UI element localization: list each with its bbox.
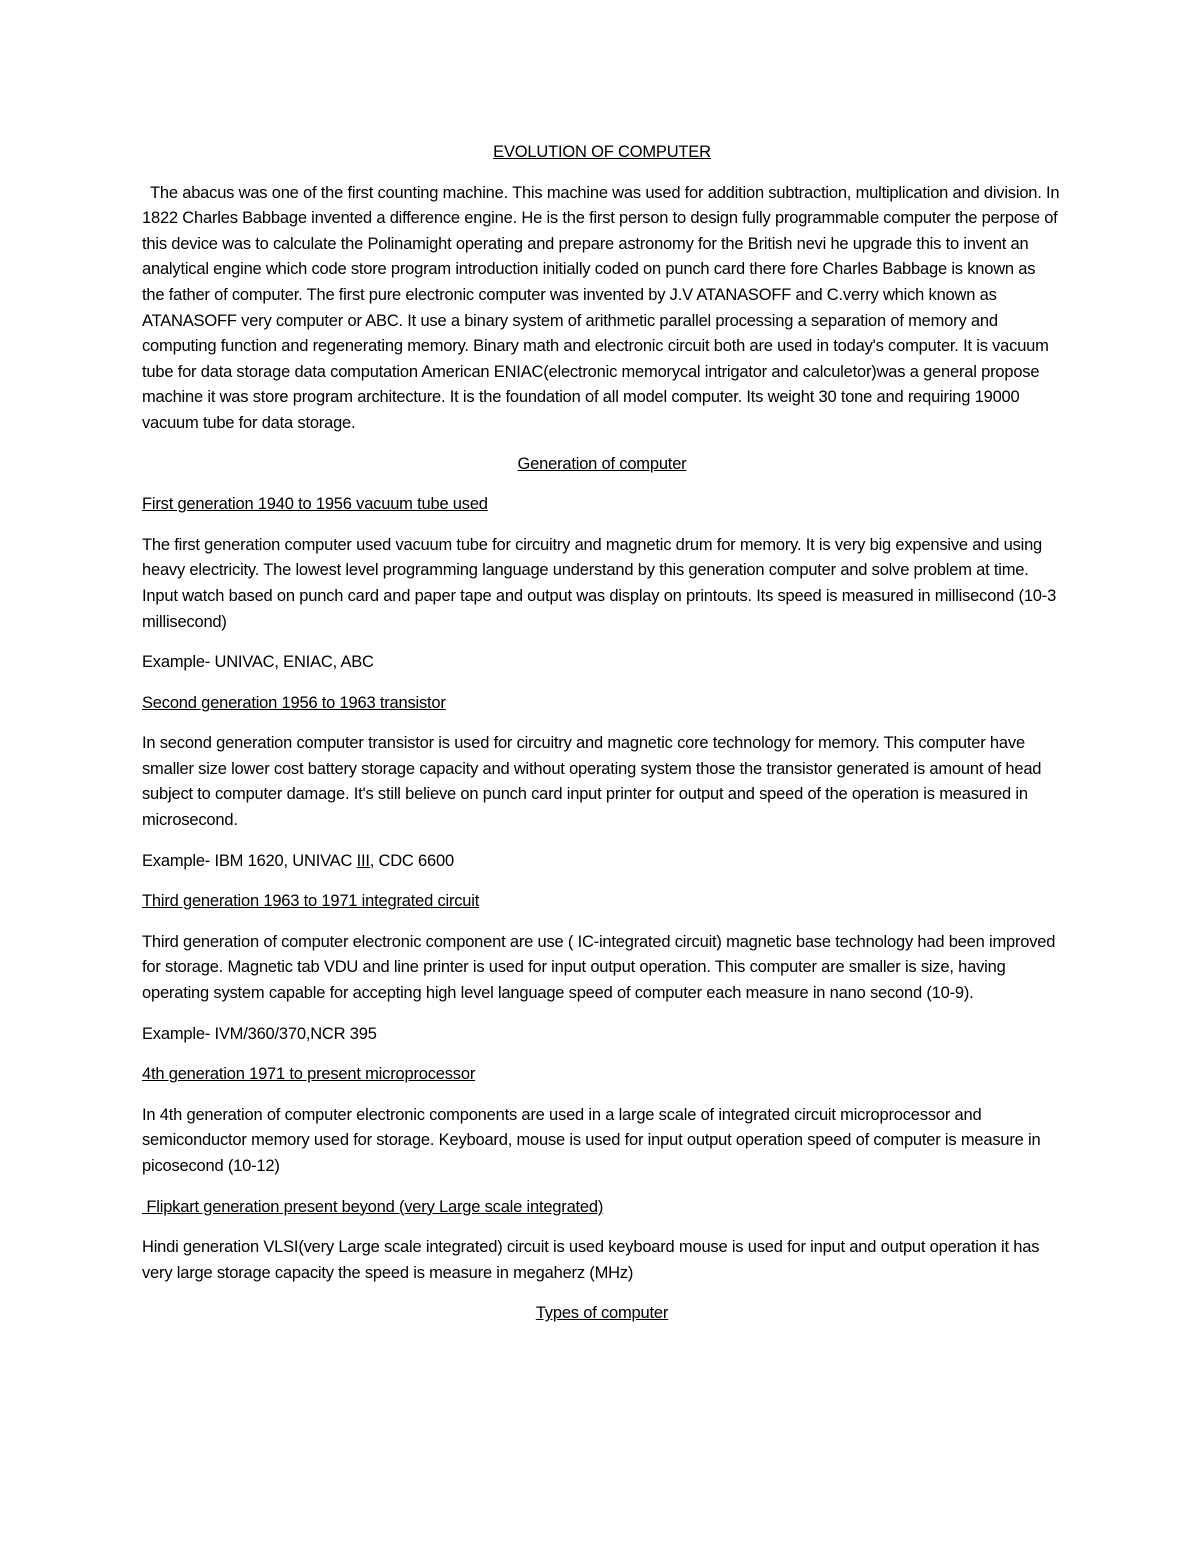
types-section-title: Types of computer	[535, 1304, 669, 1323]
second-example-underlined: III	[356, 851, 370, 870]
second-generation-example	[142, 849, 1062, 875]
intro-paragraph: The abacus was one of the first counting machine. This machine was used for addition subtraction, multiplication and division. In 1822 Charles Babbage invented a difference engine. He is the first person to design fully programmable computer the perpose of this device was to calculate the Polinamight operating and prepare astronomy for the British nevi he upgrade this to invent an analytical engine which code store program introduction initially coded on punch card there fore Charles Babbage is known as the father of computer. The first pure electronic computer was invented by J.V ATANASOFF and C.verry which known as ATANASOFF very computer or ABC. It use a binary system of arithmetic parallel processing a separation of memory and computing function and regenerating memory. Binary math and electronic circuit both are used in today's computer. It is vacuum tube for data storage data computation American ENIAC(electronic memorycal intrigator and calculetor)was a general propose machine it was store program architecture. It is the foundation of all model computer. Its weight 30 tone and requiring 19000 vacuum tube for data storage.	[142, 183, 1060, 432]
first-generation-body: The first generation computer used vacuum tube for circuitry and magnetic drum for memory. It is very big expensive and using heavy electricity. The lowest level programming language understand by this generation computer and solve problem at time. Input watch based on punch card and paper tape and output was display on printouts. Its speed is measured in millisecond (10-3 millisecond)	[142, 535, 1057, 631]
second-generation-body: In second generation computer transistor is used for circuitry and magnetic core technology for memory. This computer have smaller size lower cost battery storage capacity and without operating system those the transistor generated is amount of head subject to computer damage. It's still believe on punch card input printer for output and speed of the operation is measured in microsecond.	[142, 734, 1042, 830]
first-generation-example: Example- UNIVAC, ENIAC, ABC	[142, 653, 374, 672]
third-generation-heading: Third generation 1963 to 1971 integrated circuit	[142, 892, 480, 911]
fourth-generation-heading: 4th generation 1971 to present microprocessor	[142, 1065, 476, 1084]
second-generation-heading: Second generation 1956 to 1963 transistor	[142, 693, 446, 712]
third-generation-example: Example- IVM/360/370,NCR 395	[142, 1024, 377, 1043]
fifth-generation-body: Hindi generation VLSI(very Large scale integrated) circuit is used keyboard mouse is used for input and output operation it has very large storage capacity the speed is measure in megaherz (MHz)	[142, 1238, 1040, 1282]
document-title: EVOLUTION OF COMPUTER	[493, 143, 711, 161]
second-example-prefix: Example- IBM 1620, UNIVAC	[142, 851, 357, 870]
document-content	[142, 140, 1062, 1342]
fifth-generation-heading: Flipkart generation present beyond (very Large scale integrated)	[142, 1197, 604, 1216]
third-generation-body: Third generation of computer electronic component are use ( IC-integrated circuit) magnetic base technology had been improved for storage. Magnetic tab VDU and line printer is used for input output operation. This computer are smaller is size, having operating system capable for accepting high level language speed of computer each measure in nano second (10-9).	[142, 932, 1056, 1003]
fourth-generation-body: In 4th generation of computer electronic components are used in a large scale of integrated circuit microprocessor and semiconductor memory used for storage. Keyboard, mouse is used for input output operation speed of computer is measure in picosecond (10-12)	[142, 1105, 1041, 1175]
second-example-suffix: , CDC 6600	[369, 851, 454, 870]
generation-section-title: Generation of computer	[517, 454, 687, 473]
first-generation-heading: First generation 1940 to 1956 vacuum tube used	[142, 495, 488, 514]
